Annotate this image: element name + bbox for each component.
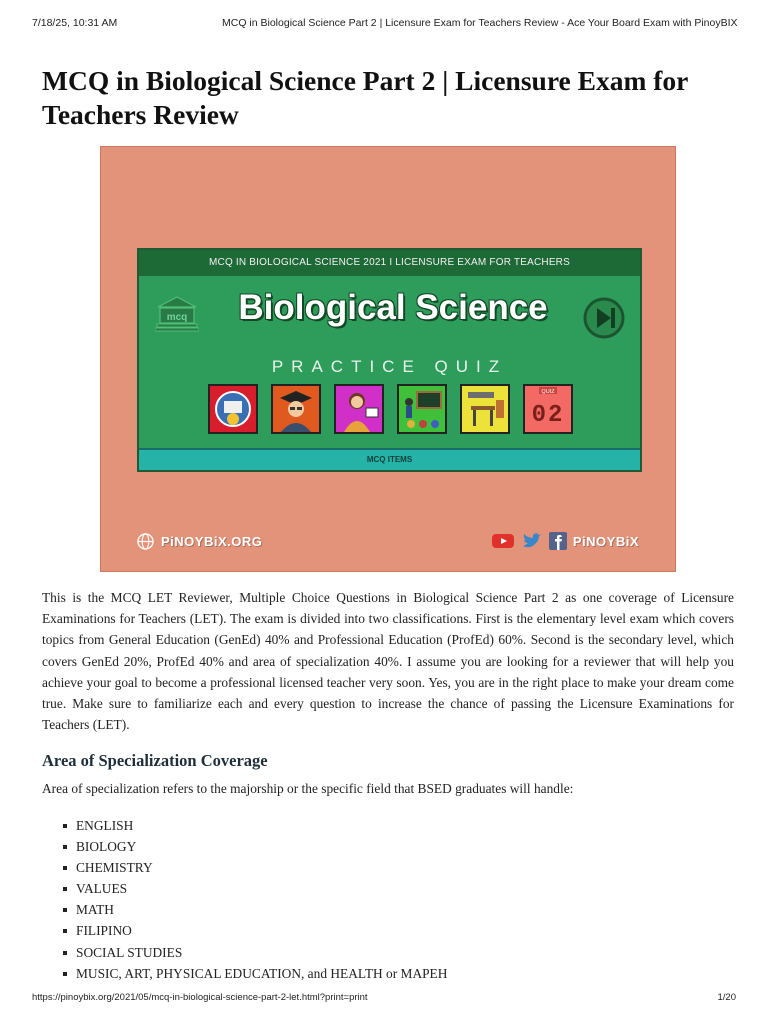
list-item: MUSIC, ART, PHYSICAL EDUCATION, and HEALTH or MAPEH [76,963,447,984]
banner-card [137,248,642,472]
list-item: FILIPINO [76,920,447,941]
print-date: 7/18/25, 10:31 AM [32,17,118,29]
banner-title: Biological Science [238,288,548,327]
female-presenter-icon [336,386,382,432]
brand-name: PiNOYBiX [572,533,639,549]
quiz-number-tile [523,384,573,434]
banner-bottom-bar: MCQ ITEMS [139,448,640,470]
globe-icon [137,533,154,550]
brand-right [491,530,639,552]
banner-top-bar: MCQ IN BIOLOGICAL SCIENCE 2021 I LICENSURE EXAM FOR TEACHERS [139,250,640,276]
list-item: CHEMISTRY [76,857,447,878]
page-number: 1/20 [717,992,736,1003]
presenter-tile [334,384,384,434]
banner-footer [137,530,639,552]
facebook-icon [549,532,567,550]
badge-2021-tile [208,384,258,434]
school-desk-icon [462,386,508,432]
quiz-number-icon [525,386,571,432]
twitter-icon [521,532,543,550]
classroom-icon [399,386,445,432]
classroom-tile [397,384,447,434]
intro-paragraph: This is the MCQ LET Reviewer, Multiple Choice Questions in Biological Science Part 2 as one coverage of Licensure Examinations for Teachers (LET). The exam is divided into two classifications. First is the elementary level exam which covers topics from General Education (GenEd) 40% and Professional Education (ProfEd) 60%. Second is the secondary level, which covers GenEd 20%, ProfEd 40% and area of specialization 40%. I assume you are looking for a reviewer that will help you achieve your goal to become a professional licensed teacher very soon. Yes, you are in the right place to make your dream come true. Make sure to familiarize each and every question to increase the chance of passing the Licensure Examinations for Teachers (LET). [42,590,734,733]
list-item: SOCIAL STUDIES [76,942,447,963]
quiz-label: QUIZ [541,389,555,395]
list-item: BIOLOGY [76,836,447,857]
mcq-building-icon [155,296,199,332]
specialization-list [76,815,447,984]
teacher-tile [271,384,321,434]
banner-subtitle: PRACTICE QUIZ [271,357,508,376]
list-item: MATH [76,899,447,920]
youtube-icon [491,532,515,550]
section-text: Area of specialization refers to the majorship or the specific field that BSED graduates will handle: [42,781,574,796]
featured-banner-image [100,146,676,572]
print-header [32,17,736,31]
brand-website: PiNOYBiX.ORG [161,533,263,549]
brand-left [137,530,262,552]
print-doc-title: MCQ in Biological Science Part 2 | Licensure Exam for Teachers Review - Ace Your Board Exam with PinoyBIX [222,17,738,29]
mcq-logo-text: mcq [166,312,188,323]
print-footer [32,992,736,1006]
list-item: ENGLISH [76,815,447,836]
print-url: https://pinoybix.org/2021/05/mcq-in-biological-science-part-2-let.html?print=print [32,992,368,1003]
quiz-number: 02 [531,402,565,429]
badge-2021-icon [210,386,256,432]
page-title: MCQ in Biological Science Part 2 | Licensure Exam for Teachers Review [42,65,688,130]
graduate-teacher-icon [273,386,319,432]
section-heading: Area of Specialization Coverage [42,751,268,770]
play-next-icon [582,296,626,340]
desk-tile [460,384,510,434]
banner-tiles [208,384,576,436]
list-item: VALUES [76,878,447,899]
